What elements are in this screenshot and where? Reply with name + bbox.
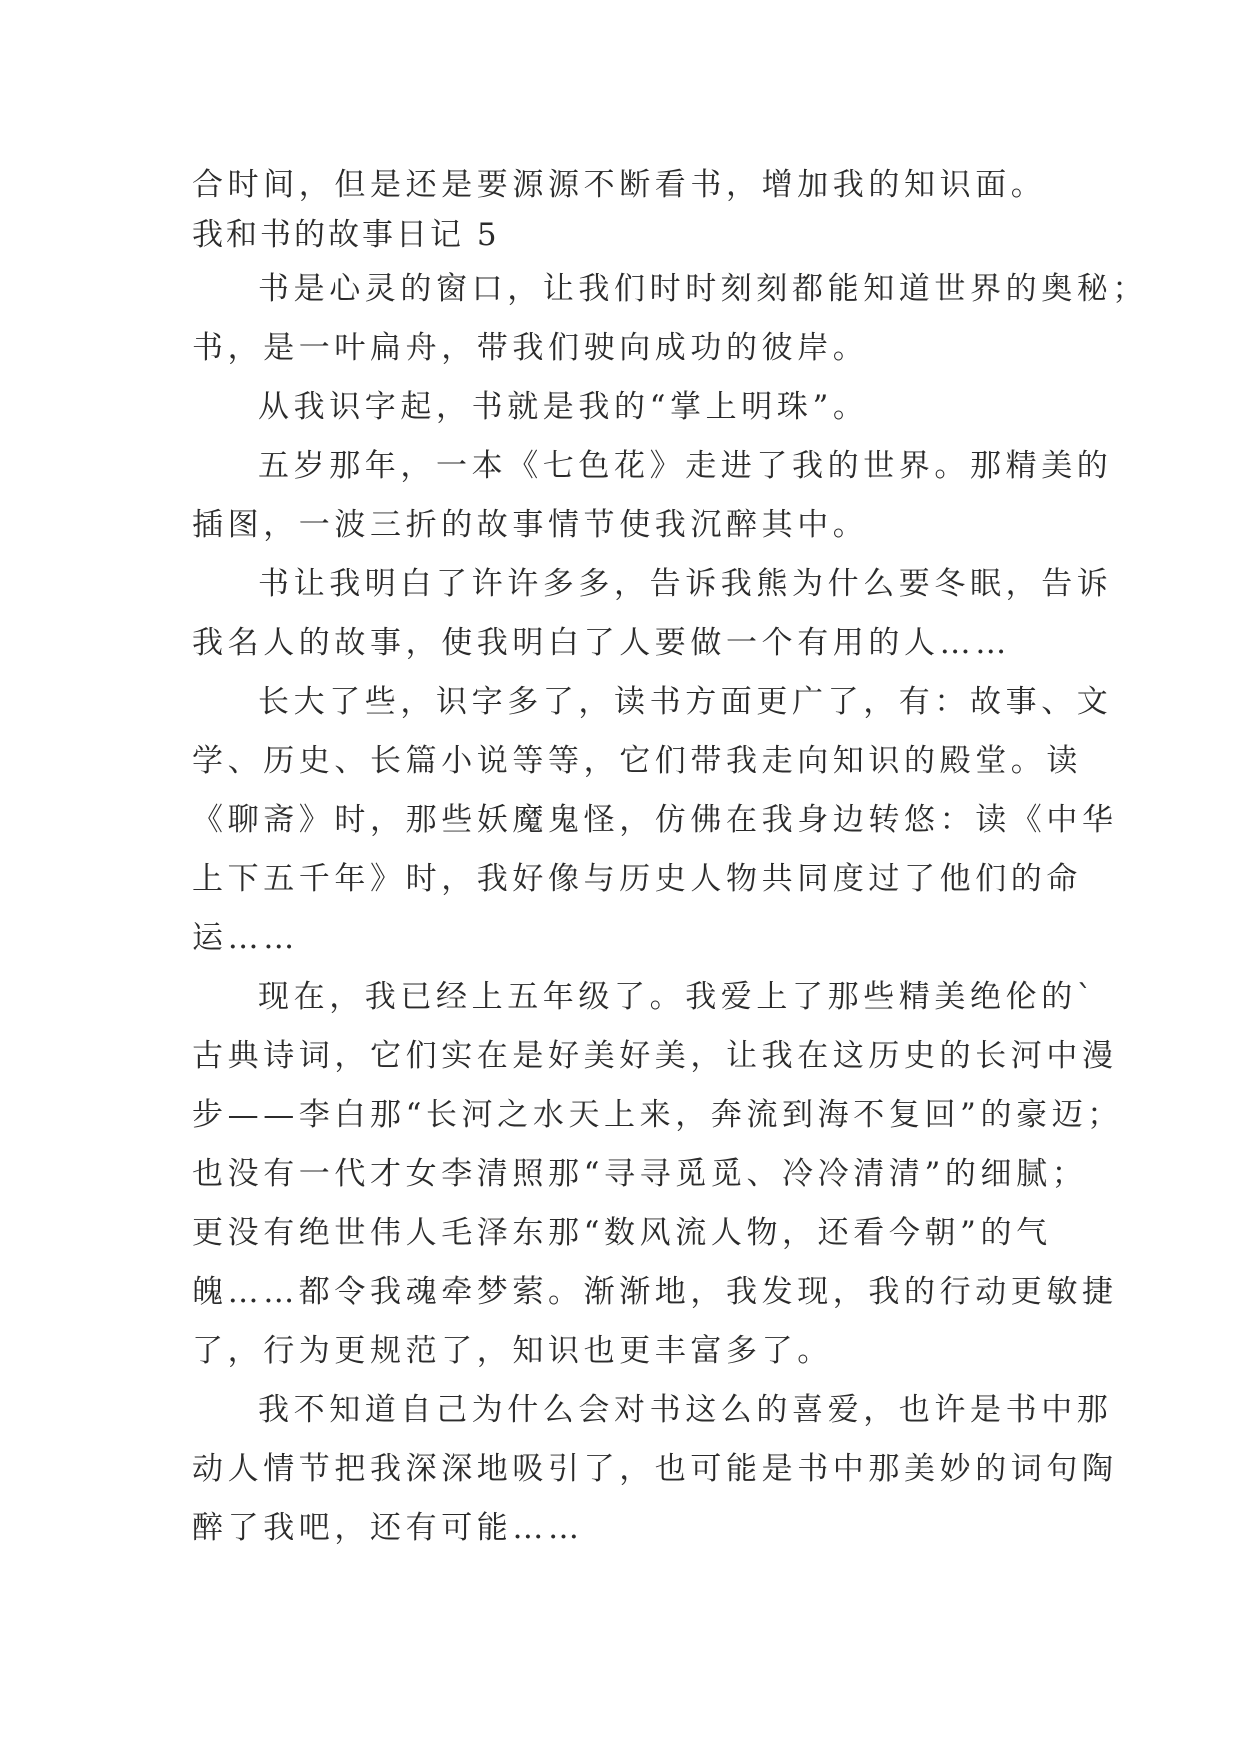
section-heading: 我和书的故事日记 5: [192, 217, 500, 253]
paragraph-line: 现在，我已经上五年级了。我爱上了那些精美绝伦的`: [258, 979, 1097, 1015]
diary-text: [192, 160, 1148, 1558]
paragraph-line: 五岁那年，一本《七色花》走进了我的世界。那精美的: [258, 448, 1113, 484]
paragraph-line: 长大了些，识字多了，读书方面更广了，有：故事、文: [258, 684, 1113, 720]
paragraph-line: 运……: [192, 920, 299, 956]
paragraph-line: 古典诗词，它们实在是好美好美，让我在这历史的长河中漫: [192, 1038, 1118, 1074]
paragraph-line: 我不知道自己为什么会对书这么的喜爱，也许是书中那: [258, 1392, 1113, 1428]
paragraph-line: 也没有一代才女李清照那“寻寻觅觅、冷冷清清”的细腻；: [192, 1156, 1088, 1192]
paragraph-line: 动人情节把我深深地吸引了，也可能是书中那美妙的词句陶: [192, 1451, 1118, 1487]
text-line: 合时间，但是还是要源源不断看书，增加我的知识面。: [192, 167, 1047, 203]
paragraph-line: 步——李白那“长河之水天上来，奔流到海不复回”的豪迈；: [192, 1097, 1123, 1133]
paragraph-line: 插图，一波三折的故事情节使我沉醉其中。: [192, 507, 869, 543]
paragraph-line: 魄……都令我魂牵梦萦。渐渐地，我发现，我的行动更敏捷: [192, 1274, 1118, 1310]
paragraph-line: 从我识字起，书就是我的“掌上明珠”。: [258, 389, 869, 425]
paragraph-line: 书，是一叶扁舟，带我们驶向成功的彼岸。: [192, 330, 869, 366]
paragraph-line: 我名人的故事，使我明白了人要做一个有用的人……: [192, 625, 1011, 661]
paragraph-line: 更没有绝世伟人毛泽东那“数风流人物，还看今朝”的气: [192, 1215, 1052, 1251]
paragraph-line: 《聊斋》时，那些妖魔鬼怪，仿佛在我身边转悠：读《中华: [192, 802, 1118, 838]
paragraph-line: 上下五千年》时，我好像与历史人物共同度过了他们的命: [192, 861, 1082, 897]
paragraph-line: 了，行为更规范了，知识也更丰富多了。: [192, 1333, 833, 1369]
paragraph-line: 书让我明白了许许多多，告诉我熊为什么要冬眠，告诉: [258, 566, 1113, 602]
paragraph-line: 学、历史、长篇小说等等，它们带我走向知识的殿堂。读: [192, 743, 1082, 779]
paragraph-line: 书是心灵的窗口，让我们时时刻刻都能知道世界的奥秘；: [258, 271, 1148, 307]
paragraph-line: 醉了我吧，还有可能……: [192, 1510, 584, 1546]
